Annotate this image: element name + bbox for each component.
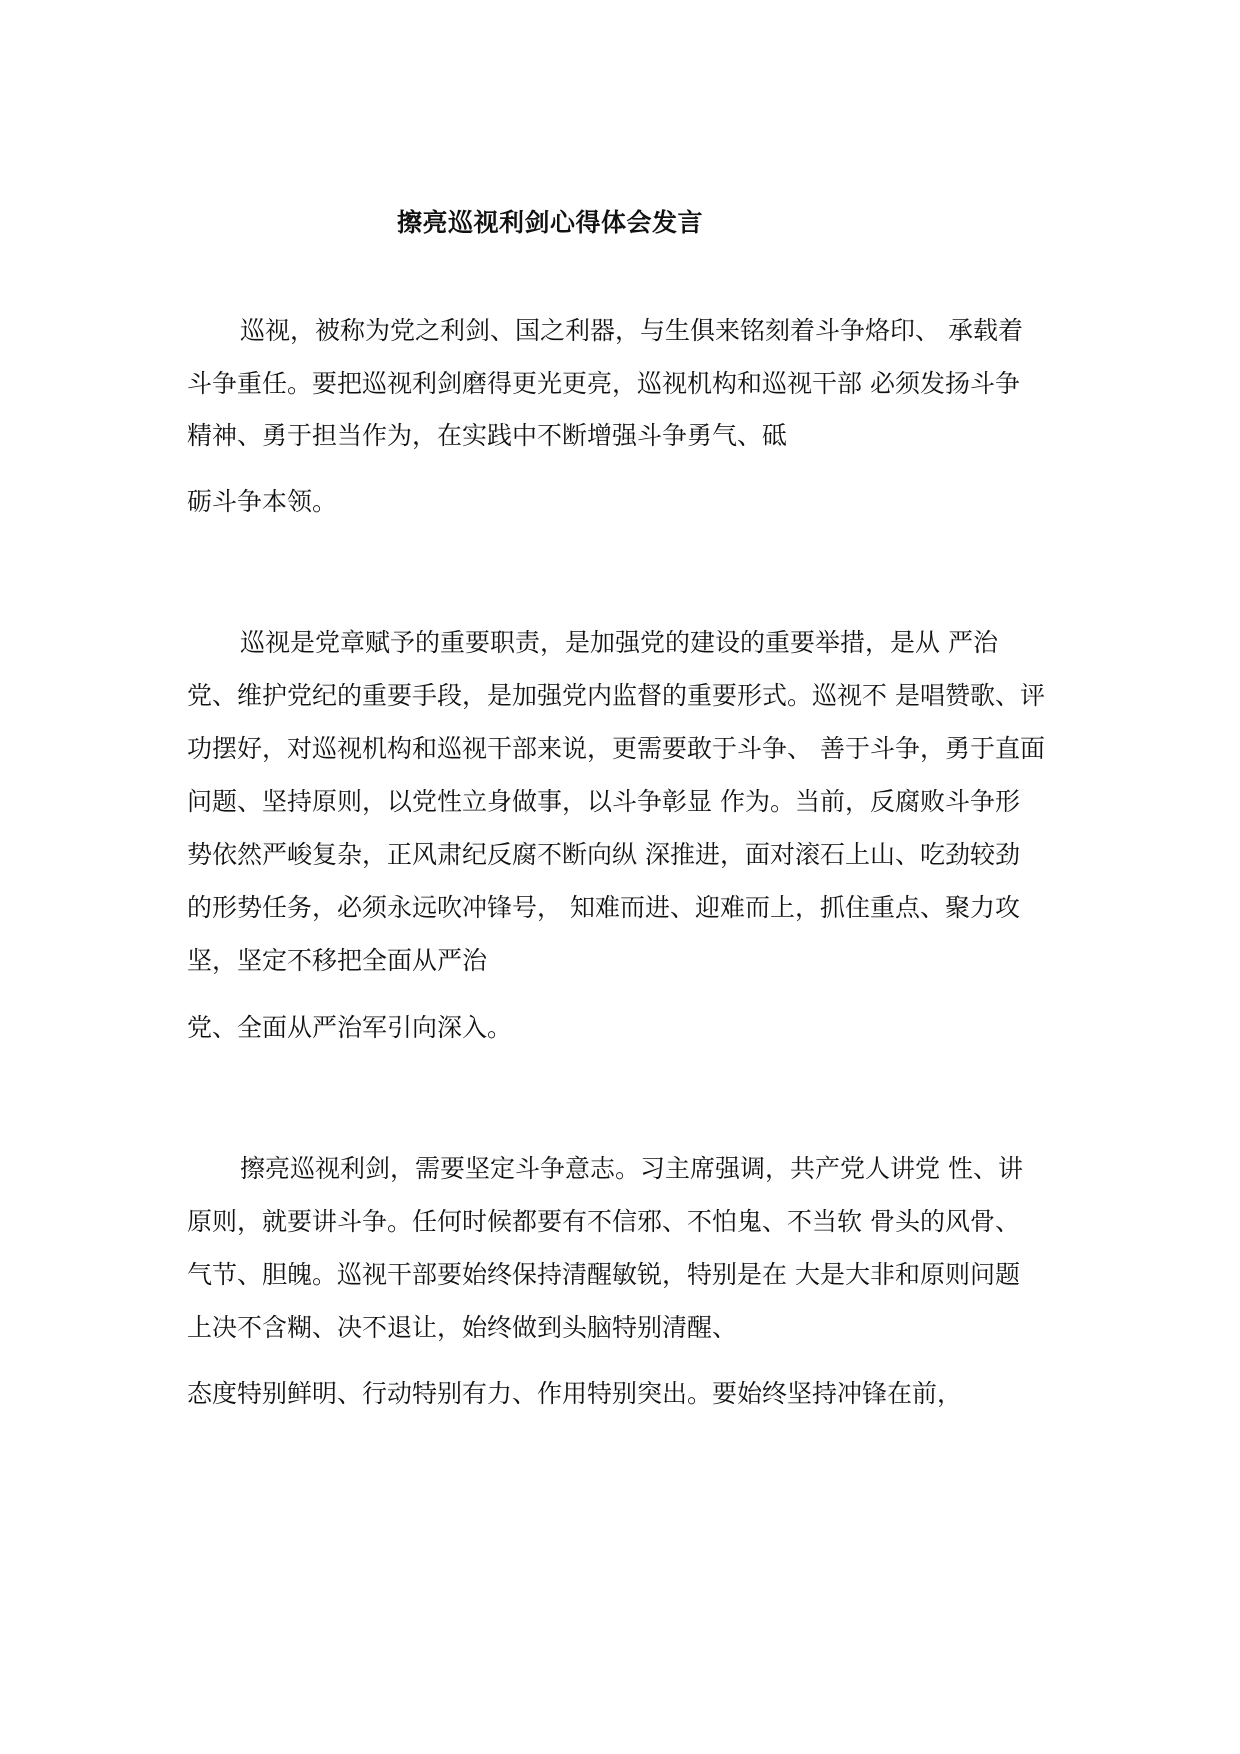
paragraph-2-line-1: 巡视是党章赋予的重要职责，是加强党的建设的重要举措，是从 严治 bbox=[240, 628, 998, 657]
paragraph-3-line-4: 上决不含糊、决不退让，始终做到头脑特别清醒、 bbox=[187, 1313, 738, 1342]
paragraph-2-line-7: 坚，坚定不移把全面从严治 bbox=[187, 946, 488, 975]
paragraph-3-line-3: 气节、胆魄。巡视干部要始终保持清醒敏锐，特别是在 大是大非和原则问题 bbox=[187, 1260, 1020, 1289]
paragraph-1-line-3: 精神、勇于担当作为，在实践中不断增强斗争勇气、砥 bbox=[187, 421, 788, 450]
paragraph-3-line-1: 擦亮巡视利剑，需要坚定斗争意志。习主席强调，共产党人讲党 性、讲 bbox=[240, 1154, 1023, 1183]
paragraph-2-line-2: 党、维护党纪的重要手段，是加强党内监督的重要形式。巡视不 是唱赞歌、评 bbox=[187, 681, 1045, 710]
paragraph-3-line-5: 态度特别鲜明、行动特别有力、作用特别突出。要始终坚持冲锋在前， bbox=[187, 1379, 963, 1408]
paragraph-2-line-5: 势依然严峻复杂，正风肃纪反腐不断向纵 深推进，面对滚石上山、吃劲较劲 bbox=[187, 840, 1020, 869]
paragraph-2-line-8: 党、全面从严治军引向深入。 bbox=[187, 1013, 513, 1042]
paragraph-3-line-2: 原则，就要讲斗争。任何时候都要有不信邪、不怕鬼、不当软 骨头的风骨、 bbox=[187, 1207, 1020, 1236]
paragraph-1-line-1: 巡视，被称为党之利剑、国之利器，与生俱来铭刻着斗争烙印、 承载着 bbox=[240, 316, 1023, 345]
paragraph-1-line-4: 砺斗争本领。 bbox=[187, 487, 338, 516]
paragraph-2-line-6: 的形势任务，必须永远吹冲锋号， 知难而进、迎难而上，抓住重点、聚力攻 bbox=[187, 893, 1020, 922]
document-title: 擦亮巡视利剑心得体会发言 bbox=[396, 208, 703, 237]
paragraph-2-line-4: 问题、坚持原则，以党性立身做事，以斗争彰显 作为。当前，反腐败斗争形 bbox=[187, 787, 1020, 816]
paragraph-1-line-2: 斗争重任。要把巡视利剑磨得更光更亮，巡视机构和巡视干部 必须发扬斗争 bbox=[187, 369, 1020, 398]
paragraph-2-line-3: 功摆好，对巡视机构和巡视干部来说，更需要敢于斗争、 善于斗争，勇于直面 bbox=[187, 734, 1045, 763]
